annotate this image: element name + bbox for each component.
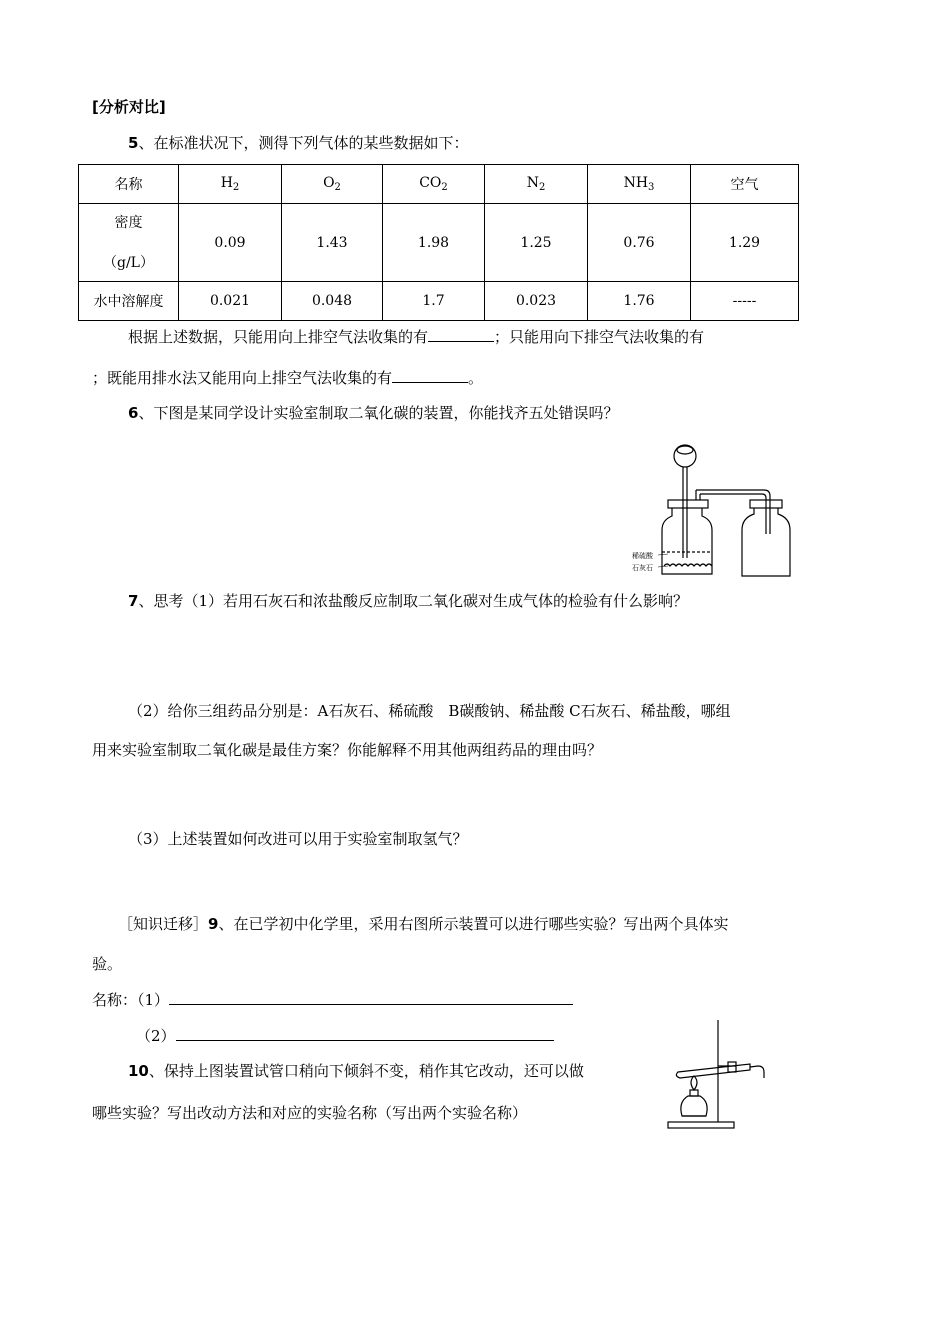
table-header-gas: $N_2$ xyxy=(485,165,588,204)
table-cell: 0.76 xyxy=(588,204,691,282)
question-9-number: 9 xyxy=(208,915,219,933)
question-10-line1: 10、保持上图装置试管口稍向下倾斜不变，稍作其它改动，还可以做 xyxy=(128,1062,584,1080)
table-header-gas: $H_2$ xyxy=(179,165,282,204)
gas-data-table xyxy=(78,164,799,321)
question-9-line2: 验。 xyxy=(92,955,123,973)
table-cell: 0.048 xyxy=(282,282,383,321)
table-cell: 0.023 xyxy=(485,282,588,321)
question-9-answer-1: 名称：（1） xyxy=(92,989,573,1010)
table-header-gas: 空气 xyxy=(691,165,799,204)
table-cell: 1.76 xyxy=(588,282,691,321)
question-7-part2-line1: （2）给你三组药品分别是：A石灰石、稀硫酸 B碳酸钠、稀盐酸 C石灰石、稀盐酸，哪组 xyxy=(128,702,731,720)
question-5 xyxy=(128,132,468,153)
question-7-number: 7 xyxy=(128,592,139,610)
table-cell: 1.43 xyxy=(282,204,383,282)
table-header-row xyxy=(79,165,799,204)
answer-blank xyxy=(392,368,468,383)
table-cell: 1.25 xyxy=(485,204,588,282)
question-5-text: 、在标准状况下，测得下列气体的某些数据如下： xyxy=(138,134,469,152)
question-6-number: 6 xyxy=(128,404,139,422)
question-7-text1: 、思考（1）若用石灰石和浓盐酸反应制取二氧化碳对生成气体的检验有什么影响？ xyxy=(138,592,688,610)
question-7-part2-line2: 用来实验室制取二氧化碳是最佳方案？你能解释不用其他两组药品的理由吗？ xyxy=(92,741,603,759)
question-7-part1 xyxy=(128,590,688,611)
question-7-part3: （3）上述装置如何改进可以用于实验室制取氢气？ xyxy=(128,830,468,848)
section-heading-knowledge-transfer: ［知识迁移］ xyxy=(118,915,209,933)
question-10-number: 10 xyxy=(128,1062,149,1080)
question-5-number: 5 xyxy=(128,134,139,152)
question-10-line2: 哪些实验？写出改动方法和对应的实验名称（写出两个实验名称） xyxy=(92,1104,528,1122)
heating-apparatus-figure xyxy=(666,1018,766,1130)
table-header-gas: $O_2$ xyxy=(282,165,383,204)
table-cell: ----- xyxy=(691,282,799,321)
answer-blank xyxy=(428,327,494,342)
table-row-solubility xyxy=(79,282,799,321)
co2-apparatus-figure xyxy=(628,440,798,580)
table-cell: 1.98 xyxy=(383,204,485,282)
question-6-text: 、下图是某同学设计实验室制取二氧化碳的装置，你能找齐五处错误吗？ xyxy=(138,404,619,422)
table-cell: 0.09 xyxy=(179,204,282,282)
question-9-answer-2: （2） xyxy=(136,1025,554,1046)
table-header-gas: $CO_2$ xyxy=(383,165,485,204)
table-header-gas: $NH_3$ xyxy=(588,165,691,204)
label-dilute-sulfuric-acid: 稀硫酸 xyxy=(632,552,653,560)
label-limestone: 石灰石 xyxy=(632,564,653,572)
question-6 xyxy=(128,402,618,423)
question-5-followup-line1: 根据上述数据，只能用向上排空气法收集的有 ；只能用向下排空气法收集的有 xyxy=(128,328,705,346)
table-solubility-label: 水中溶解度 xyxy=(79,282,179,321)
table-row-density xyxy=(79,204,799,282)
answer-line xyxy=(176,1026,554,1041)
answer-line xyxy=(169,990,573,1005)
section-heading-analysis: [分析对比] xyxy=(92,98,166,116)
question-5-followup-line2: ；既能用排水法又能用向上排空气法收集的有 。 xyxy=(92,369,484,387)
question-9-line1: ［知识迁移］9、在已学初中化学里，采用右图所示装置可以进行哪些实验？写出两个具体实 xyxy=(118,915,729,933)
table-cell: 1.7 xyxy=(383,282,485,321)
table-density-label: 密度 （g/L） xyxy=(79,204,179,282)
table-cell: 0.021 xyxy=(179,282,282,321)
table-cell: 1.29 xyxy=(691,204,799,282)
table-header-name: 名称 xyxy=(79,165,179,204)
